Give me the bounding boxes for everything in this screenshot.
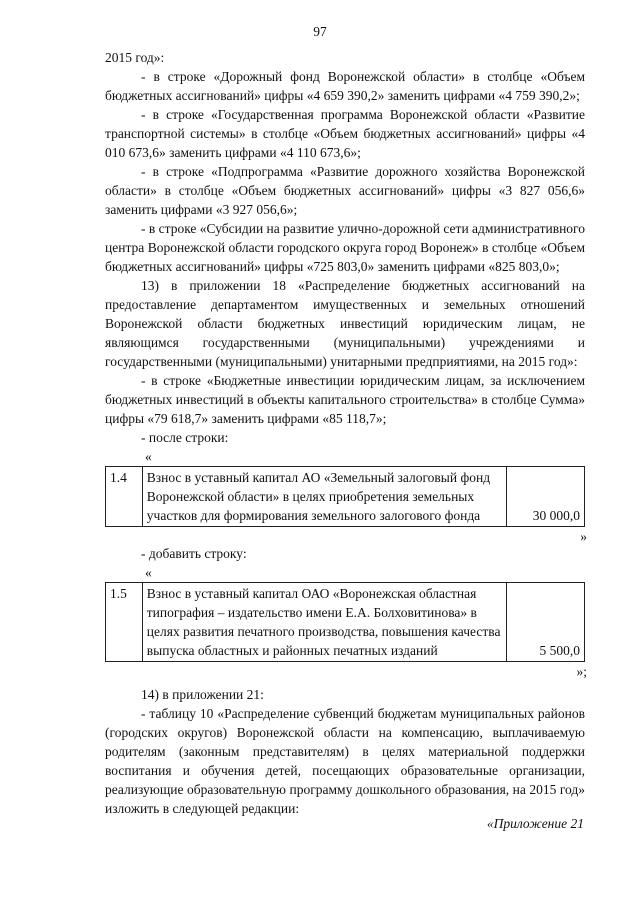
row-sum: 30 000,0 xyxy=(506,467,584,527)
paragraph-investments: - в строке «Бюджетные инвестиции юридическим лицам, за исключением бюджетных инвестиций в объекты капитального строительства» в столбце Сумма» цифры «79 618,7» заменить цифрами «85 118,7»; xyxy=(105,373,585,426)
row-sum: 5 500,0 xyxy=(506,583,584,662)
row-text: Взнос в уставный капитал ОАО «Воронежская областная типография – издательство имени Е.А. Болховитинова» в целях развития печатного производства, повышения качества выпуска областных и районных печатных изданий xyxy=(142,583,506,662)
row-number: 1.5 xyxy=(106,583,143,662)
document-body xyxy=(105,48,585,818)
paragraph-road-fund: - в строке «Дорожный фонд Воронежской области» в столбце «Объем бюджетных ассигнований» цифры «4 659 390,2» заменить цифрами «4 759 390,2»; xyxy=(105,69,585,103)
quote-open-2: « xyxy=(145,565,152,580)
paragraph-subsidies: - в строке «Субсидии на развитие улично-дорожной сети административного центра Воронежской области городского округа город Воронеж» в столбце «Объем бюджетных ассигнований» цифры «725 803,0» заменить цифрами «825 803,0»; xyxy=(105,221,585,274)
page-number: 97 xyxy=(313,24,327,39)
row-text: Взнос в уставный капитал АО «Земельный залоговый фонд Воронежской области» в целях приобретения земельных участков для формирования земельного залогового фонда xyxy=(142,467,506,527)
paragraph-item-14: 14) в приложении 21: xyxy=(141,687,264,702)
quote-open-1: « xyxy=(145,449,152,464)
paragraph-subprogram: - в строке «Подпрограмма «Развитие дорожного хозяйства Воронежской области» в столбце «Объем бюджетных ассигнований» цифры «3 827 056,6» заменить цифрами «3 927 056,6»; xyxy=(105,164,585,217)
paragraph-item-13: 13) в приложении 18 «Распределение бюджетных ассигнований на предоставление департаментом имущественных и земельных отношений Воронежской области бюджетных инвестиций юридическим лицам, не являющимся государственными (муниципальными) учреждениями и государственными (муниципальными) унитарными предприятиями, на 2015 год»: xyxy=(105,278,585,369)
quote-close-1: » xyxy=(580,529,587,544)
paragraph-after-row: - после строки: xyxy=(141,430,229,445)
paragraph-state-program: - в строке «Государственная программа Воронежской области «Развитие транспортной системы» в столбце «Объем бюджетных ассигнований» цифры «4 010 673,6» заменить цифрами «4 110 673,6»; xyxy=(105,107,585,160)
paragraph-add-row: - добавить строку: xyxy=(141,546,247,561)
table-row-1-4 xyxy=(105,466,585,527)
quote-close-2: »; xyxy=(576,664,587,679)
appendix-heading: «Приложение 21 xyxy=(486,816,584,831)
paragraph-continuation: 2015 год»: xyxy=(105,50,165,65)
row-number: 1.4 xyxy=(106,467,143,527)
paragraph-table-10: - таблицу 10 «Распределение субвенций бюджетам муниципальных районов (городских округов) Воронежской области на компенсацию, выплачиваемую родителям (законным представителям) в целях материальной поддержки воспитания и обучения детей, посещающих образовательные организации, реализующие образовательную программу дошкольного образования, на 2015 год» изложить в следующей редакции: xyxy=(105,706,585,816)
table-row-1-5 xyxy=(105,582,585,662)
